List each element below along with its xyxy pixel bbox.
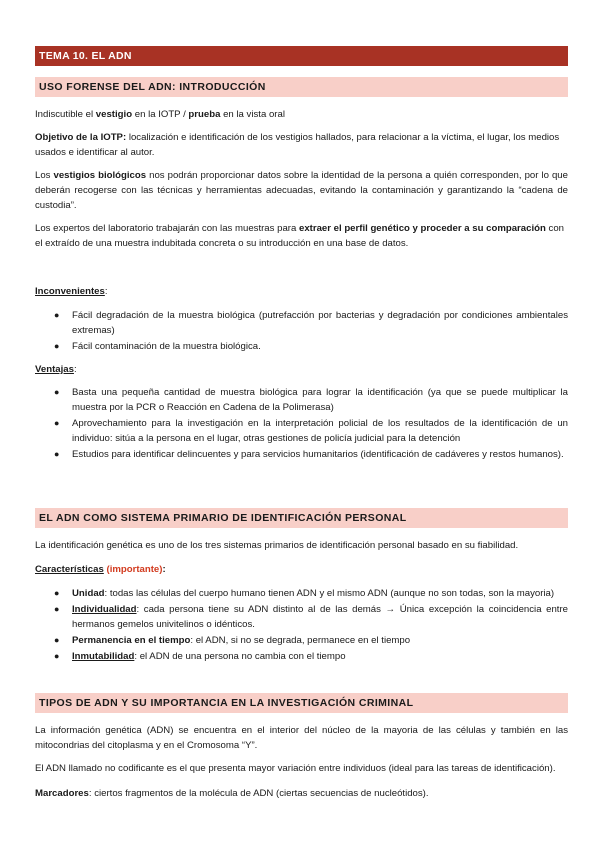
section-heading-tipos-adn xyxy=(35,693,568,713)
bullet-icon: ● xyxy=(54,387,60,397)
topic-title-bar xyxy=(35,46,568,66)
bullet-icon: ● xyxy=(54,588,60,598)
paragraph-marcadores: Marcadores: ciertos fragmentos de la molécula de ADN (ciertas secuencias de nucleótidos). xyxy=(35,788,429,799)
paragraph-vestigio: Indiscutible el vestigio en la IOTP / prueba en la vista oral xyxy=(35,109,285,120)
inconvenientes-heading: Inconvenientes: xyxy=(35,286,108,297)
paragraph-informacion-genetica: La información genética (ADN) se encuentra en el interior del núcleo de la mayoria de las células y también en las mitocondrias del citoplasma y en el Cromosoma “Y”. xyxy=(35,725,568,751)
list-item: ● Unidad: todas las células del cuerpo humano tienen ADN y el mismo ADN (aunque no son todas, son la mayoria) xyxy=(54,588,555,599)
topic-title: TEMA 10. EL ADN xyxy=(39,50,132,62)
inconvenientes-list xyxy=(35,308,568,355)
paragraph-expertos-laboratorio: Los expertos del laboratorio trabajarán con las muestras para extraer el perfil genético y proceder a su comparación con el extraído de una muestra indubitada concreta o su introducción en una base de datos. xyxy=(35,223,564,249)
bullet-icon: ● xyxy=(54,604,60,614)
list-item: ● Inmutabilidad: el ADN de una persona no cambia con el tiempo xyxy=(54,651,346,662)
list-item: ● Basta una pequeña cantidad de muestra biológica para lograr la identificación (ya que se puede multiplicar la muestra por la PCR o Reacción en Cadena de la Polimerasa) xyxy=(54,387,568,413)
list-item: ● Fácil contaminación de la muestra biológica. xyxy=(54,341,261,352)
ventajas-heading: Ventajas: xyxy=(35,364,77,375)
section-title: TIPOS DE ADN Y SU IMPORTANCIA EN LA INVESTIGACIÓN CRIMINAL xyxy=(39,697,414,709)
section-heading-sistema-primario xyxy=(35,508,568,528)
list-item: ● Individualidad: cada persona tiene su ADN distinto al de las demás → Única excepción la coincidencia entre hermanos gemelos univitelinos o idénticos. xyxy=(54,604,568,630)
list-item: ● Permanencia en el tiempo: el ADN, si no se degrada, permanece en el tiempo xyxy=(54,635,411,646)
bullet-icon: ● xyxy=(54,449,60,459)
paragraph-objetivo-iotp: Objetivo de la IOTP: localización e identificación de los vestigios hallados, para relacionar a la víctima, el lugar, los medios usados e identificar al autor. xyxy=(35,132,560,158)
list-item: ● Estudios para identificar delincuentes y para servicios humanitarios (identificación de cadáveres y restos humanos). xyxy=(54,449,564,460)
bullet-icon: ● xyxy=(54,310,60,320)
section-heading-uso-forense xyxy=(35,77,568,97)
list-item: ● Fácil degradación de la muestra biológica (putrefacción por bacterias y degradación por condiciones ambientales extremas) xyxy=(54,310,568,336)
section-title: EL ADN COMO SISTEMA PRIMARIO DE IDENTIFICACIÓN PERSONAL xyxy=(39,512,407,524)
bullet-icon: ● xyxy=(54,418,60,428)
caracteristicas-heading: Características (importante): xyxy=(35,564,166,575)
ventajas-list xyxy=(35,385,568,463)
bullet-icon: ● xyxy=(54,651,60,661)
paragraph-identificacion-genetica: La identificación genética es uno de los tres sistemas primarios de identificación personal basado en su fiabilidad. xyxy=(35,540,519,551)
caracteristicas-list xyxy=(35,586,568,665)
list-item: ● Aprovechamiento para la investigación en la interpretación policial de los resultados de la identificación de un individuo: sitúa a la persona en el lugar, otras gestiones de policía judicial para la detención xyxy=(54,418,568,444)
paragraph-adn-no-codificante: El ADN llamado no codificante es el que presenta mayor variación entre individuos (ideal para las tareas de identificación). xyxy=(35,763,556,774)
bullet-icon: ● xyxy=(54,635,60,645)
section-title: USO FORENSE DEL ADN: INTRODUCCIÓN xyxy=(39,81,266,93)
bullet-icon: ● xyxy=(54,341,60,351)
paragraph-vestigios-biologicos: Los vestigios biológicos nos podrán proporcionar datos sobre la identidad de la persona a quién corresponden, por lo que deberán recogerse con las técnicas y herramientas adecuadas, evitando la contaminación y garantizando la “cadena de custodia”. xyxy=(35,170,568,211)
